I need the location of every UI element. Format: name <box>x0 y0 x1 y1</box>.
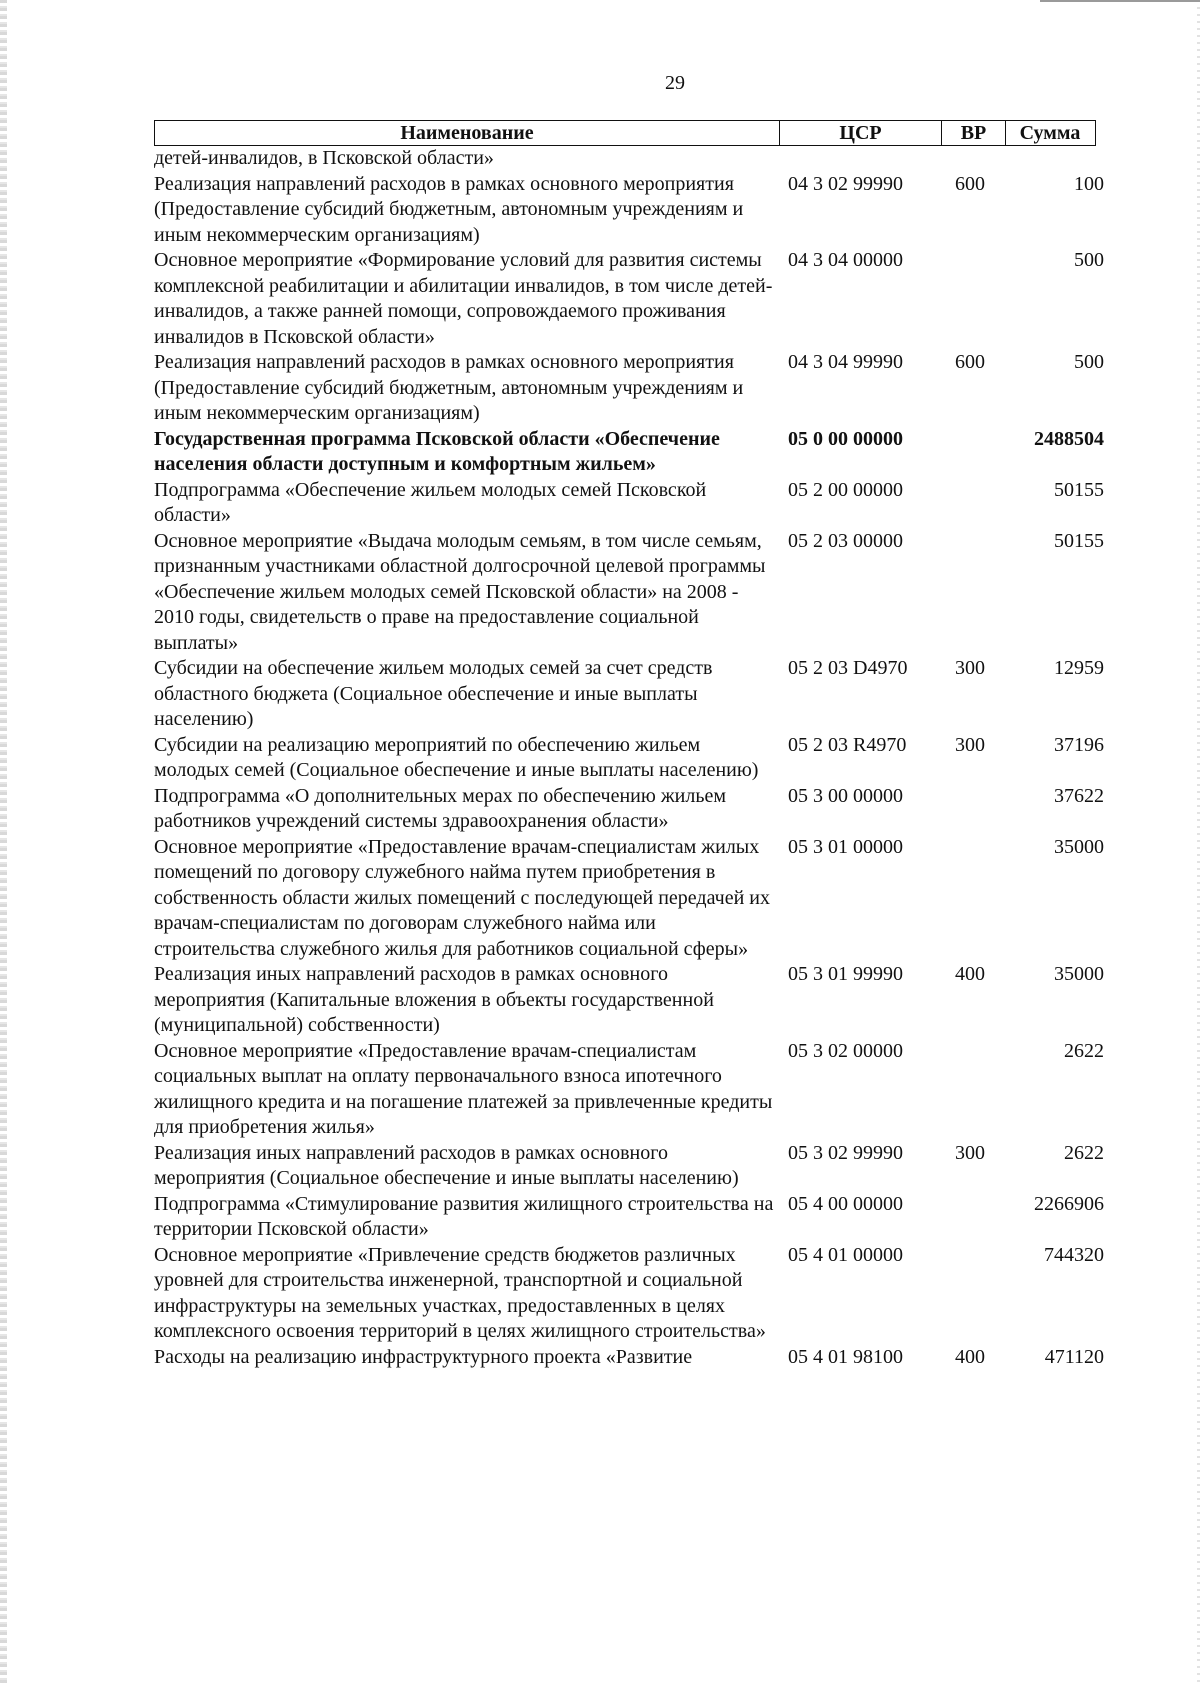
row-vr <box>940 478 1000 529</box>
row-name: Основное мероприятие «Привлечение средств бюджетов различных уровней для строительства инженерной, транспортной и социальной инфраструктуры на земельных участках, предоставленных в целях комплексного освоения территорий в целях жилищного строительства» <box>154 1243 766 1342</box>
row-csr: 05 3 01 99990 <box>788 963 903 985</box>
row-csr <box>778 146 940 172</box>
header-sum: Сумма <box>1019 122 1081 144</box>
row-sum: 50155 <box>1054 478 1104 501</box>
row-name: Расходы на реализацию инфраструктурного проекта «Развитие <box>154 1345 693 1368</box>
row-sum <box>1000 146 1104 172</box>
row-sum: 37622 <box>1054 784 1104 807</box>
row-name: Субсидии на реализацию мероприятий по обеспечению жильем молодых семей (Социальное обеспечение и иные выплаты населению) <box>154 733 759 781</box>
row-sum: 50155 <box>1054 529 1104 552</box>
row-sum: 100 <box>1074 172 1104 195</box>
row-sum: 35000 <box>1054 835 1104 858</box>
scan-top-line <box>1040 0 1200 2</box>
row-name: Подпрограмма «О дополнительных мерах по обеспечению жильем работников учреждений системы здравоохранения области» <box>154 784 726 832</box>
row-vr: 300 <box>955 1141 985 1164</box>
table-row <box>154 248 1114 350</box>
row-name: Основное мероприятие «Предоставление врачам-специалистам социальных выплат на оплату первоначального взноса ипотечного жилищного кредита и на погашение платежей за привлеченные кредиты для приобретения жилья» <box>154 1039 773 1138</box>
row-name: Основное мероприятие «Предоставление врачам-специалистам жилых помещений по договору служебного найма путем приобретения в собственность области жилых помещений с последующей передачей их врачам-специалистам по договорам служебного найма или строительства служебного жилья для работников социальной сферы» <box>154 835 770 960</box>
table-row <box>154 529 1114 657</box>
row-csr: 05 4 01 00000 <box>788 1243 903 1266</box>
row-name: Реализация направлений расходов в рамках основного мероприятия (Предоставление субсидий бюджетным, автономным учреждениям и иным некоммерческим организациям) <box>154 351 744 424</box>
row-name: Государственная программа Псковской области «Обеспечение населения области доступным и комфортным жильем» <box>154 427 720 475</box>
row-name: Субсидии на обеспечение жильем молодых семей за счет средств областного бюджета (Социальное обеспечение и иные выплаты населению) <box>154 657 713 730</box>
row-sum: 744320 <box>1044 1243 1104 1266</box>
row-csr: 04 3 04 00000 <box>788 249 903 271</box>
table-row <box>154 733 1114 784</box>
table-header <box>154 120 1096 146</box>
row-vr <box>940 146 1000 172</box>
table-row <box>154 146 1114 172</box>
table-row <box>154 1192 1114 1243</box>
table-body <box>154 146 1114 1370</box>
row-sum: 2622 <box>1064 1141 1104 1164</box>
row-vr: 300 <box>955 657 985 679</box>
header-csr: ЦСР <box>780 121 942 145</box>
row-vr <box>940 1192 1000 1243</box>
row-csr: 04 3 02 99990 <box>788 172 903 195</box>
row-vr <box>940 1039 1000 1141</box>
row-csr: 05 4 01 98100 <box>788 1345 903 1368</box>
row-csr: 05 4 00 00000 <box>788 1192 903 1215</box>
row-sum: 500 <box>1074 351 1104 373</box>
row-vr: 400 <box>955 1345 985 1368</box>
table-row <box>154 350 1114 427</box>
table-row <box>154 1039 1114 1141</box>
row-name: Основное мероприятие «Формирование условий для развития системы комплексной реабилитации и абилитации инвалидов, в том числе детей-инвалидов, а также ранней помощи, сопровождаемого проживания инвалидов в Псковской области» <box>154 249 773 348</box>
row-csr: 05 2 03 D4970 <box>788 657 908 679</box>
row-sum: 37196 <box>1054 733 1104 756</box>
row-name: Основное мероприятие «Выдача молодым семьям, в том числе семьям, признанным участниками областной долгосрочной целевой программы «Обеспечение жильем молодых семей Псковской области» на 2008 - 2010 годы, свидетельств о праве на предоставление социальной выплаты» <box>154 529 766 654</box>
row-csr: 04 3 04 99990 <box>788 351 903 373</box>
table-row <box>154 962 1114 1039</box>
row-vr <box>940 427 1000 478</box>
table-row <box>154 1243 1114 1345</box>
row-vr <box>940 784 1000 835</box>
row-csr: 05 3 02 99990 <box>788 1141 903 1164</box>
table-row <box>154 835 1114 963</box>
row-name: Подпрограмма «Стимулирование развития жилищного строительства на территории Псковской области» <box>154 1192 774 1240</box>
row-sum: 471120 <box>1044 1345 1104 1368</box>
row-vr: 400 <box>955 963 985 985</box>
row-vr: 300 <box>955 733 985 756</box>
row-sum: 2266906 <box>1034 1192 1104 1215</box>
row-csr: 05 0 00 00000 <box>788 427 903 450</box>
row-csr: 05 3 00 00000 <box>788 784 903 807</box>
table-row <box>154 784 1114 835</box>
row-name: детей-инвалидов, в Псковской области» <box>154 147 494 169</box>
table-row <box>154 172 1114 249</box>
row-vr <box>940 1243 1000 1345</box>
row-name: Подпрограмма «Обеспечение жильем молодых семей Псковской области» <box>154 478 707 526</box>
row-sum: 35000 <box>1054 963 1104 985</box>
row-name: Реализация направлений расходов в рамках основного мероприятия (Предоставление субсидий бюджетным, автономным учреждениям и иным некоммерческим организациям) <box>154 172 744 246</box>
header-name: Наименование <box>155 121 780 145</box>
row-csr: 05 2 03 R4970 <box>788 733 907 756</box>
row-csr: 05 3 01 00000 <box>788 835 903 858</box>
page-number: 29 <box>665 72 685 94</box>
table-row-program <box>154 427 1114 478</box>
row-vr <box>940 248 1000 350</box>
row-csr: 05 2 03 00000 <box>788 529 903 552</box>
table-row <box>154 478 1114 529</box>
row-vr: 600 <box>955 351 985 373</box>
scan-edge-left <box>0 0 7 1686</box>
row-sum: 12959 <box>1054 657 1104 679</box>
table-row <box>154 1345 1114 1371</box>
row-name: Реализация иных направлений расходов в рамках основного мероприятия (Капитальные вложения в объекты государственной (муниципальной) собственности) <box>154 963 714 1036</box>
row-sum: 2488504 <box>1034 427 1104 450</box>
header-vr: ВР <box>942 121 1006 145</box>
row-name: Реализация иных направлений расходов в рамках основного мероприятия (Социальное обеспечение и иные выплаты населению) <box>154 1141 739 1189</box>
row-sum: 2622 <box>1064 1039 1104 1062</box>
row-csr: 05 3 02 00000 <box>788 1039 903 1062</box>
row-vr <box>940 835 1000 963</box>
row-vr: 600 <box>955 172 985 195</box>
row-csr: 05 2 00 00000 <box>788 478 903 501</box>
row-vr <box>940 529 1000 657</box>
table-row <box>154 1141 1114 1192</box>
row-sum: 500 <box>1074 249 1104 271</box>
table-row <box>154 656 1114 733</box>
